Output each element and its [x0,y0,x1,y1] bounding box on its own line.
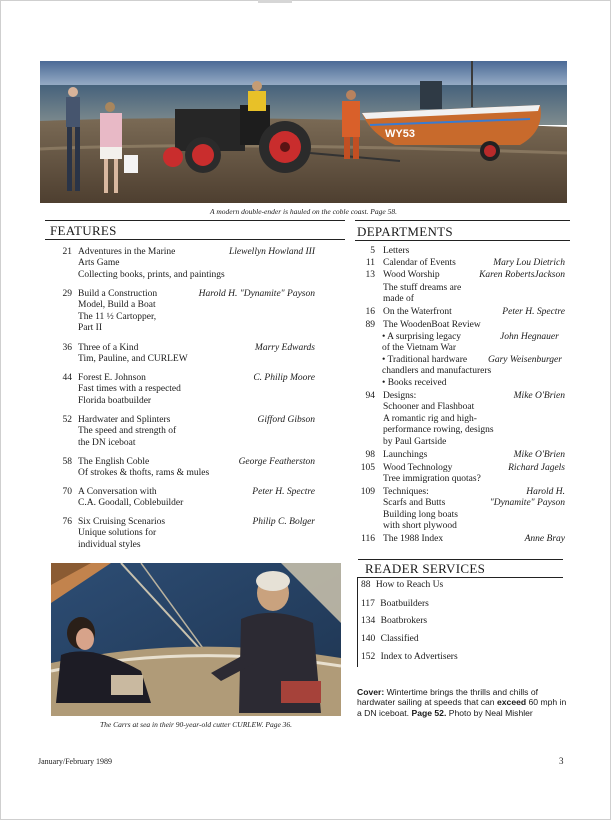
department-page: 109 [360,487,375,497]
feature-author: George Featherston [238,457,315,467]
reader-services-divider [357,577,358,667]
reader-services-rule [358,559,563,560]
features-heading-rule [45,239,345,240]
review-item: • Books received [382,378,447,388]
review-item-author: Gary Weisenburger [488,355,562,365]
feature-title: Adventures in the Marine [78,247,176,257]
cover-note [357,687,567,718]
reader-service-page: 152 [361,652,376,662]
department-title: On the Waterfront [383,307,452,317]
feature-desc: Of strokes & thofts, rams & mules [78,468,210,479]
department-page: 13 [365,270,375,280]
department-title: Letters [383,246,410,256]
reader-service-page: 140 [361,634,376,644]
reader-service-item[interactable] [361,634,419,644]
department-title: Techniques: [383,487,429,497]
reader-service-title: Classified [380,634,419,644]
feature-author: Peter H. Spectre [252,487,315,497]
cover-text: Wintertime brings the thrills and chills of hardwater sailing at speeds that can [357,687,539,708]
features-heading: FEATURES [50,223,117,238]
feature-title: Three of a Kind [78,343,139,353]
reader-service-item[interactable] [361,580,443,590]
department-title: The 1988 Index [383,534,444,544]
department-author: Mike O'Brien [513,391,565,401]
feature-title: Hardwater and Splinters [78,415,171,425]
reader-service-item[interactable] [361,599,429,609]
feature-page: 58 [62,457,72,467]
department-page: 105 [360,463,375,473]
feature-page: 36 [62,343,72,353]
feature-title: The English Coble [78,457,150,467]
feature-desc: C.A. Goodall, Coblebuilder [78,498,184,509]
feature-title: Six Cruising Scenarios [78,517,166,527]
department-title: Wood Technology [383,463,453,473]
top-photo-illustration [40,61,567,203]
department-author: Mary Lou Dietrich [493,258,565,268]
feature-author: Harold H. "Dynamite" Payson [198,289,315,299]
feature-author: Marry Edwards [254,343,315,353]
departments-heading-rule [355,240,570,241]
department-desc: The stuff dreams are made of [383,283,462,305]
bottom-photo [51,563,341,716]
feature-desc: Unique solutions for individual styles [78,528,157,550]
department-title: Calendar of Events [383,258,456,268]
department-page: 16 [365,307,375,317]
scroll-indicator [258,0,292,3]
cover-page-ref: Page 52. [411,707,447,718]
cover-text-3: Photo by Neal Mishler [446,707,533,718]
issue-date: January/February 1989 [38,757,112,766]
department-desc: Scarfs and Butts Building long boats with short plywood [383,498,458,532]
top-photo-caption: A modern double-ender is hauled on the coble coast. Page 58. [210,207,397,216]
feature-author: C. Philip Moore [253,373,315,383]
reader-service-item[interactable] [361,652,458,662]
reader-service-item[interactable] [361,616,427,626]
feature-page: 29 [62,289,72,299]
reader-service-title: How to Reach Us [375,580,444,590]
department-author: Anne Bray [524,534,565,544]
reader-service-page: 88 [361,580,371,590]
reader-service-title: Boatbrokers [380,616,428,626]
review-item-author: John Hegnauer [500,332,559,342]
feature-page: 52 [62,415,72,425]
boat-marking: WY53 [385,128,415,140]
feature-author: Llewellyn Howland III [228,247,315,257]
feature-page: 76 [62,517,72,527]
feature-desc: Fast times with a respected Florida boatbuilder [78,384,181,406]
reader-services-heading-rule [358,577,563,578]
reader-service-title: Index to Advertisers [380,652,458,662]
department-page: 116 [361,534,375,544]
reader-services-heading: READER SERVICES [365,561,486,576]
department-author-line2: "Dynamite" Payson [489,498,565,509]
department-page: 89 [365,320,375,330]
review-item: • A surprising legacy of the Vietnam War [382,332,462,354]
department-page: 98 [365,450,375,460]
features-rule [45,220,345,221]
department-author: Richard Jagels [508,463,565,473]
top-photo [40,61,567,203]
department-title: The WoodenBoat Review [383,320,481,330]
feature-desc: Tim, Pauline, and CURLEW [78,354,188,365]
departments-heading: DEPARTMENTS [357,224,453,239]
reader-service-page: 134 [361,616,376,626]
reader-service-title: Boatbuilders [380,599,429,609]
department-title: Designs: [383,391,417,401]
feature-title: Forest E. Johnson [78,373,146,383]
feature-author: Gifford Gibson [257,415,315,425]
departments-rule [355,220,570,221]
department-title: Wood Worship [383,270,440,280]
review-item: • Traditional hardware chandlers and manufacturers [382,355,492,377]
department-author: Mike O'Brien [513,450,565,460]
feature-page: 44 [62,373,72,383]
cover-bold-exceed: exceed [496,697,527,708]
cover-text-2: 60 mph in a DN iceboat. [357,697,567,718]
department-page: 94 [365,391,375,401]
page-number: 3 [559,756,564,766]
feature-title: Build a Construction [78,289,158,299]
feature-desc: The speed and strength of the DN iceboat [78,426,177,448]
feature-author: Philip C. Bolger [252,517,315,527]
bottom-photo-illustration [51,563,341,716]
feature-desc: Arts Game Collecting books, prints, and paintings [78,258,225,280]
feature-desc: Model, Build a Boat The 11 ½ Cartopper, Part II [78,300,157,334]
department-title: Launchings [383,450,428,460]
department-author: Karen RobertsJackson [479,270,565,280]
reader-service-page: 117 [361,599,375,609]
department-author: Peter H. Spectre [502,307,565,317]
department-page: 5 [370,246,375,256]
bottom-photo-caption: The Carrs at sea in their 90-year-old cutter CURLEW. Page 36. [99,720,293,729]
cover-label: Cover: [357,687,385,697]
feature-page: 21 [62,247,72,257]
department-desc: Tree immigration quotas? [383,474,481,485]
department-page: 11 [365,258,375,268]
department-author: Harold H. [526,487,565,497]
feature-page: 70 [62,487,72,497]
feature-title: A Conversation with [78,487,157,497]
department-desc: Schooner and Flashboat A romantic rig and high- performance rowing, designs by Paul Gartside [383,402,494,447]
